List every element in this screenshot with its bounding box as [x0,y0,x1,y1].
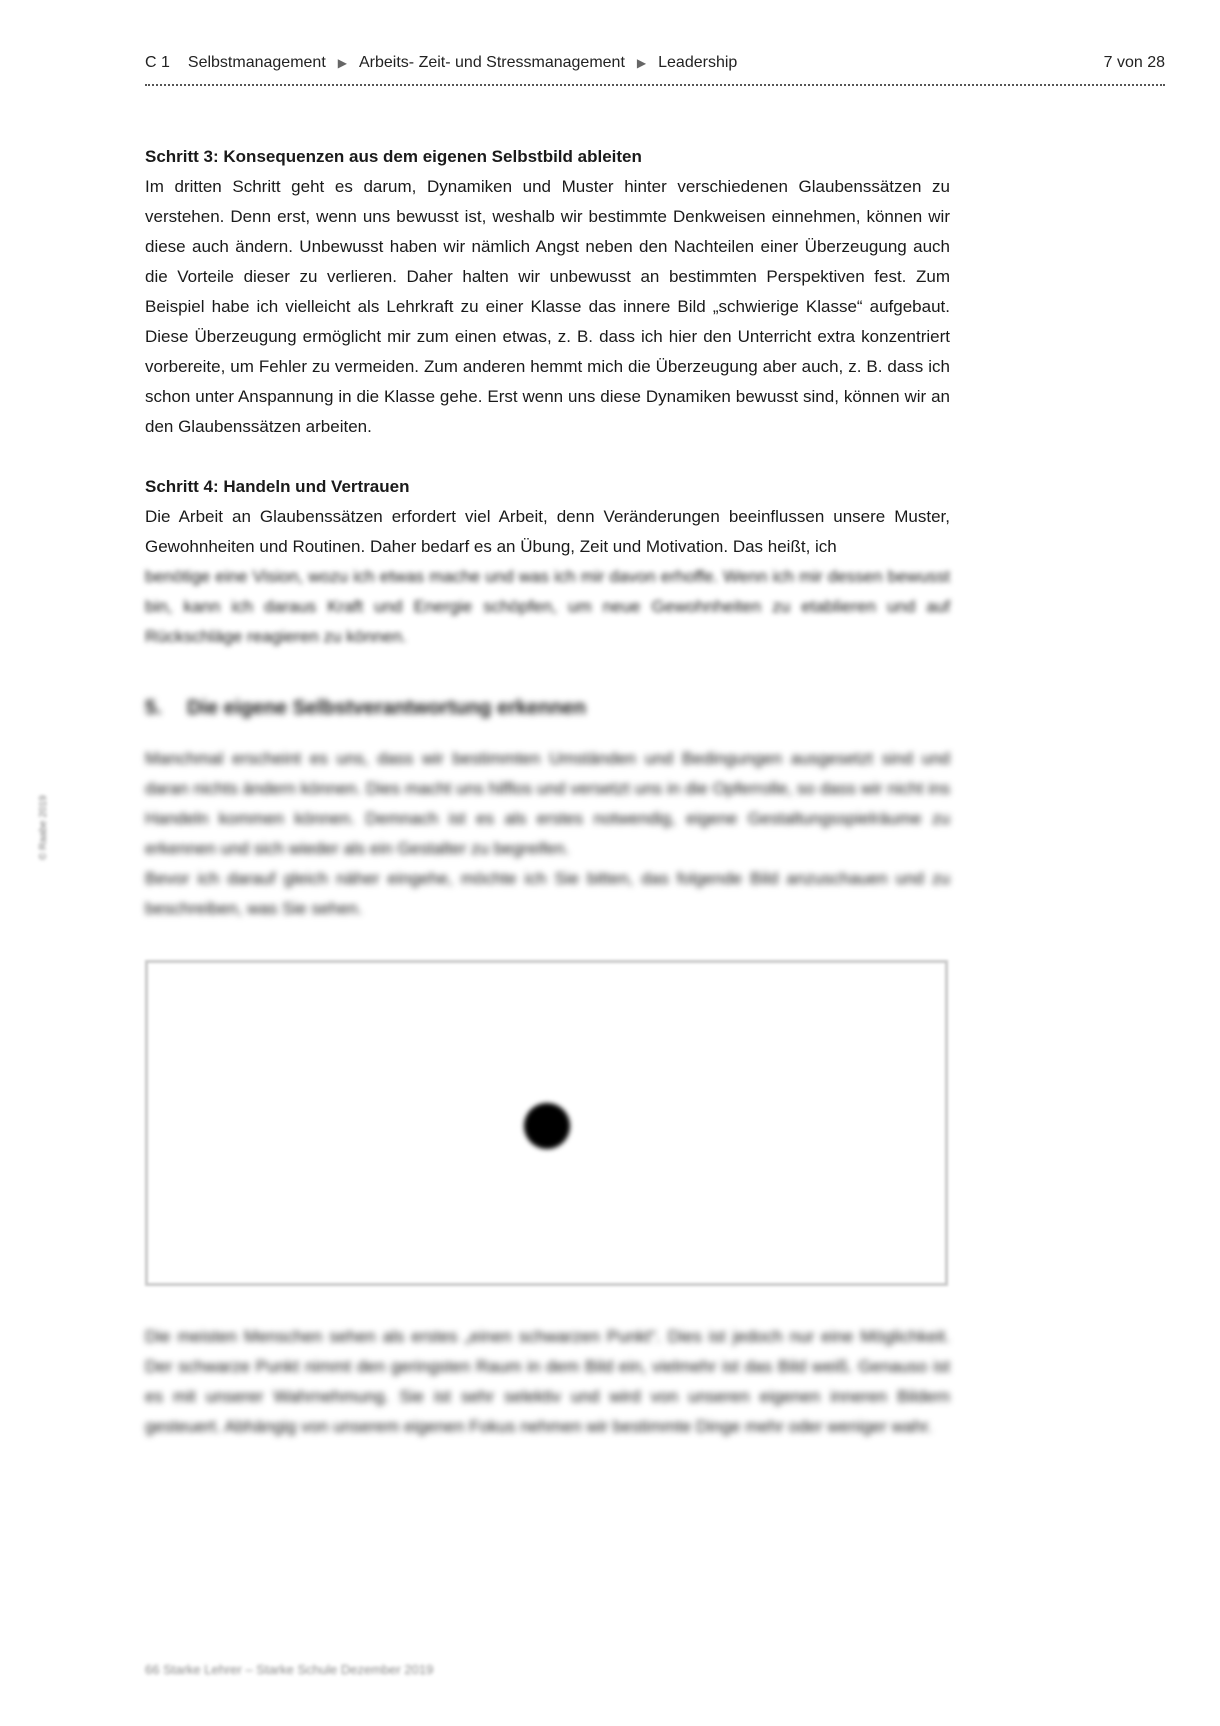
section-title: Die eigene Selbstverantwortung erkennen [187,697,586,719]
step-4-text-continued: benötige eine Vision, wozu ich etwas mache und was ich mir davon erhoffe. Wenn ich mir dessen bewusst bin, kann ich daraus Kraft und Energie schöpfen, um neue Gewohnheiten zu etablieren und auf Rückschläge reagieren zu können. [145,567,950,646]
breadcrumb [145,54,737,72]
section-5-paragraph-1: Manchmal erscheint es uns, dass wir bestimmten Umständen und Bedingungen ausgesetzt sind und daran nichts ändern können. Dies macht uns hilflos und versetzt uns in die Opferrolle, so dass wir nicht ins Handeln kommen können. Demnach ist es als erstes notwendig, eigene Gestaltungsspielräume zu erkennen und sich wieder als ein Gestalter zu begreifen. [145,749,950,858]
breadcrumb-item-1: Selbstmanagement [187,54,326,71]
black-dot-figure [145,960,948,1286]
page-header [145,54,1165,86]
breadcrumb-item-2: Arbeits- Zeit- und Stressmanagement [359,54,625,71]
section-5-paragraph-3: Die meisten Menschen sehen als erstes „einen schwarzen Punkt“. Dies ist jedoch nur eine Möglichkeit. Der schwarze Punkt nimmt den geringsten Raum in dem Bild ein, vielmehr ist das Bild weiß. Genauso ist es mit unserer Wahrnehmung. Sie ist sehr selektiv und wird von unseren eigenen inneren Bildern gesteuert. Abhängig von unserem eigenen Fokus nehmen wir bestimmte Dinge mehr oder weniger wahr. [145,1327,950,1436]
chapter-code: C 1 [145,54,170,71]
black-dot [524,1103,570,1149]
page-number: 7 von 28 [1103,54,1165,71]
section-number: 5. [145,697,162,719]
step-3-block [145,142,950,442]
step-3-text: Im dritten Schritt geht es darum, Dynamiken und Muster hinter verschiedenen Glaubenssätzen zu verstehen. Denn erst, wenn uns bewusst ist, weshalb wir bestimmte Denkweisen einnehmen, können wir diese auch ändern. Unbewusst haben wir nämlich Angst neben den Nachteilen einer Überzeugung auch die Vorteile dieser zu verlieren. Daher halten wir unbewusst an bestimmten Perspektiven fest. Zum Beispiel habe ich vielleicht als Lehrkraft zu einer Klasse das innere Bild „schwierige Klasse“ aufgebaut. Diese Überzeugung ermöglicht mir zum einen etwas, z. B. dass ich hier den Unterricht extra konzentriert vorbereite, um Fehler zu vermeiden. Zum anderen hemmt mich die Überzeugung aber auch, z. B. dass ich schon unter Anspannung in die Klasse gehe. Erst wenn uns diese Dynamiken bewusst sind, können wir an den Glaubenssätzen arbeiten. [145,177,950,436]
side-copyright: © Raabe 2019 [38,795,49,860]
section-5-paragraph-2: Bevor ich darauf gleich näher eingehe, möchte ich Sie bitten, das folgende Bild anzuschauen und zu beschreiben, was Sie sehen. [145,869,950,918]
breadcrumb-item-3: Leadership [658,54,738,71]
step-4-title: Schritt 4: Handeln und Vertrauen [145,477,410,496]
page-footer: 66 Starke Lehrer – Starke Schule Dezember 2019 [145,1662,434,1677]
section-5-heading [145,694,950,722]
step-4-text: Die Arbeit an Glaubenssätzen erfordert viel Arbeit, denn Veränderungen beeinflussen unsere Muster, Gewohnheiten und Routinen. Daher bedarf es an Übung, Zeit und Motivation. Das heißt, ich [145,507,950,556]
step-4-block [145,472,950,652]
breadcrumb-arrow-icon: ▶ [337,56,347,70]
page-content [145,142,950,1442]
step-3-title: Schritt 3: Konsequenzen aus dem eigenen Selbstbild ableiten [145,147,642,166]
breadcrumb-arrow-icon: ▶ [636,56,647,70]
